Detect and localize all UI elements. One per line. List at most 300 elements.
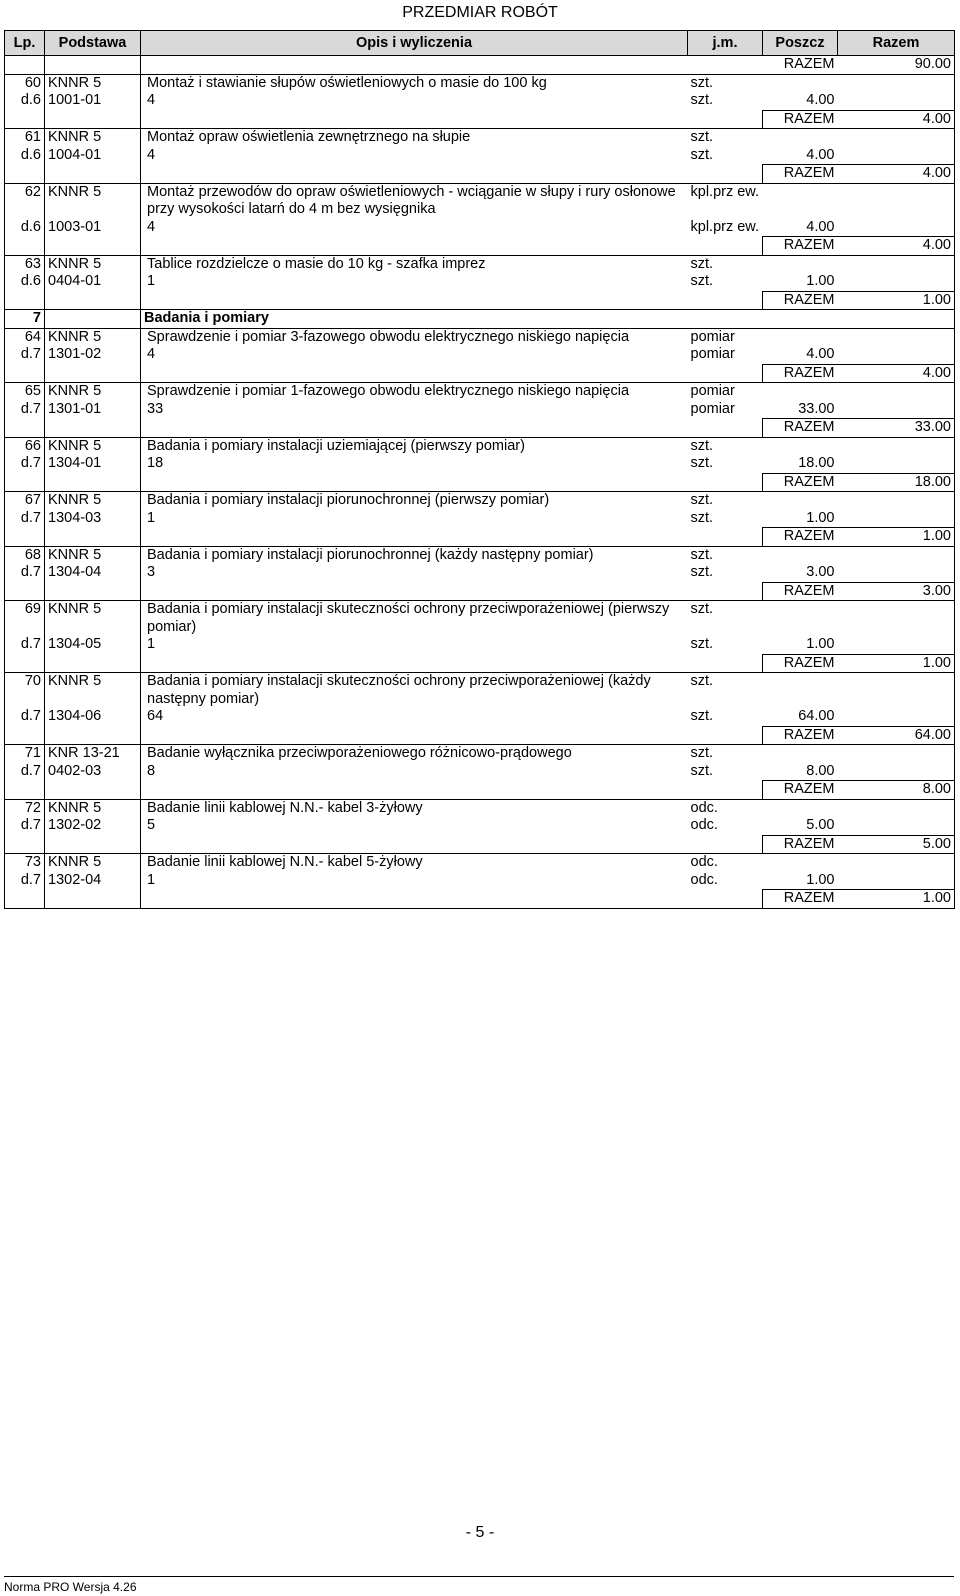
cell <box>763 799 838 817</box>
position-chapter: d.6 <box>5 273 45 291</box>
cell <box>838 601 955 637</box>
cell <box>141 654 688 673</box>
calculation-value: 1 <box>147 273 156 289</box>
cell <box>838 437 955 455</box>
calculation-row <box>5 763 955 781</box>
calculation-unit: szt. <box>690 146 714 163</box>
position-chapter: d.7 <box>5 763 45 781</box>
cell <box>688 528 763 547</box>
calculation-unit: szt. <box>690 708 714 724</box>
sum-row <box>5 781 955 800</box>
position-chapter: d.7 <box>5 872 45 890</box>
header-desc: Opis i wyliczenia <box>141 31 688 56</box>
cell <box>688 473 763 492</box>
position-unit: szt. <box>688 745 763 763</box>
sum-value: 18.00 <box>838 473 955 492</box>
cell <box>688 726 763 745</box>
position-chapter: d.7 <box>5 708 45 726</box>
calculation-value: 1 <box>147 871 156 888</box>
cell <box>5 291 45 310</box>
cell <box>5 726 45 745</box>
cell <box>141 781 688 800</box>
sum-row <box>5 364 955 383</box>
position-basis-code: 1304-03 <box>45 510 141 528</box>
cell <box>838 708 955 726</box>
position-number: 64 <box>5 328 45 346</box>
cell <box>763 328 838 346</box>
cell <box>763 74 838 92</box>
calculation-quantity: 18.00 <box>798 455 835 471</box>
section-row <box>5 310 955 329</box>
calculation-row <box>5 92 955 110</box>
cell <box>5 890 45 909</box>
calculation-unit: pomiar <box>690 346 735 362</box>
section-number: 7 <box>5 310 45 329</box>
sum-value: 1.00 <box>838 528 955 547</box>
position-basis-code: 1302-04 <box>45 872 141 890</box>
sum-label: RAZEM <box>763 835 838 854</box>
sum-value: 33.00 <box>838 419 955 438</box>
position-number: 66 <box>5 437 45 455</box>
calculation-value: 3 <box>147 564 156 580</box>
cell <box>838 455 955 473</box>
cell <box>141 528 688 547</box>
page-title: PRZEDMIAR ROBÓT <box>402 4 558 21</box>
sum-row <box>5 890 955 909</box>
cell <box>838 129 955 147</box>
header-basis: Podstawa <box>45 31 141 56</box>
carry-row <box>5 56 955 75</box>
position-basis: KNNR 5 <box>45 74 141 92</box>
position-row <box>5 854 955 872</box>
sum-label: RAZEM <box>763 528 838 547</box>
cell <box>688 165 763 184</box>
calculation-row <box>5 817 955 835</box>
cell <box>141 419 688 438</box>
calculation-row <box>5 401 955 419</box>
calculation-unit: pomiar <box>690 400 735 417</box>
sum-label: RAZEM <box>763 582 838 601</box>
cell <box>141 890 688 909</box>
footer-divider <box>4 1576 954 1577</box>
position-chapter: d.7 <box>5 817 45 835</box>
sum-value: 4.00 <box>838 110 955 129</box>
sum-label: RAZEM <box>763 419 838 438</box>
cell <box>763 383 838 401</box>
position-basis: KNNR 5 <box>45 492 141 510</box>
position-row <box>5 183 955 219</box>
position-basis-code: 0402-03 <box>45 763 141 781</box>
cell <box>838 255 955 273</box>
cell <box>688 781 763 800</box>
calculation-unit: szt. <box>690 273 714 289</box>
position-basis-code: 0404-01 <box>45 273 141 291</box>
calculation-quantity: 1.00 <box>806 871 835 888</box>
calculation-value: 4 <box>147 92 156 108</box>
position-row <box>5 255 955 273</box>
cell <box>45 419 141 438</box>
calculation-value: 64 <box>147 708 164 724</box>
position-unit: szt. <box>688 74 763 92</box>
cell <box>838 799 955 817</box>
cell <box>763 492 838 510</box>
position-description: Badania i pomiary instalacji piorunochronnej (każdy następny pomiar) <box>141 546 688 564</box>
position-description: Montaż i stawianie słupów oświetleniowych o masie do 100 kg <box>141 74 688 92</box>
position-number: 65 <box>5 383 45 401</box>
calculation-quantity: 4.00 <box>806 218 835 235</box>
page-number: - 5 - <box>465 1524 495 1541</box>
cell <box>763 673 838 709</box>
calculation-quantity: 4.00 <box>806 346 835 362</box>
cell <box>5 237 45 256</box>
calculation-quantity: 4.00 <box>806 146 835 163</box>
cell <box>838 854 955 872</box>
position-basis: KNNR 5 <box>45 673 141 709</box>
calculation-value: 4 <box>147 218 156 235</box>
position-chapter: d.6 <box>5 147 45 165</box>
calculation-value: 33 <box>147 400 164 417</box>
calculation-row <box>5 455 955 473</box>
cell <box>838 546 955 564</box>
position-description: Badanie wyłącznika przeciwporażeniowego różnicowo-prądowego <box>141 745 688 763</box>
position-basis: KNR 13-21 <box>45 745 141 763</box>
carry-value: 90.00 <box>838 56 955 75</box>
position-description: Montaż opraw oświetlenia zewnętrznego na słupie <box>141 129 688 147</box>
position-basis-code: 1003-01 <box>45 219 141 237</box>
position-basis: KNNR 5 <box>45 601 141 637</box>
cell <box>838 328 955 346</box>
position-row <box>5 437 955 455</box>
position-unit: szt. <box>688 437 763 455</box>
header-qty: Poszcz <box>763 31 838 56</box>
cell <box>45 364 141 383</box>
estimate-table <box>4 30 955 909</box>
cell <box>45 291 141 310</box>
position-basis-code: 1304-04 <box>45 564 141 582</box>
header-lp: Lp. <box>5 31 45 56</box>
calculation-row <box>5 219 955 237</box>
position-description: Badania i pomiary instalacji uziemiającej (pierwszy pomiar) <box>141 437 688 455</box>
calculation-value: 1 <box>147 509 156 526</box>
calculation-quantity: 64.00 <box>798 708 835 724</box>
calculation-unit: szt. <box>690 509 714 526</box>
position-basis: KNNR 5 <box>45 183 141 219</box>
position-number: 63 <box>5 255 45 273</box>
cell <box>688 890 763 909</box>
position-chapter: d.6 <box>5 219 45 237</box>
cell <box>141 165 688 184</box>
position-chapter: d.7 <box>5 510 45 528</box>
sum-row <box>5 528 955 547</box>
position-number: 70 <box>5 673 45 709</box>
footer-version: Norma PRO Wersja 4.26 <box>4 1580 137 1594</box>
position-basis: KNNR 5 <box>45 255 141 273</box>
position-basis-code: 1301-02 <box>45 346 141 364</box>
position-unit: szt. <box>688 255 763 273</box>
cell <box>763 745 838 763</box>
sum-row <box>5 237 955 256</box>
position-row <box>5 601 955 637</box>
position-description: Badania i pomiary instalacji skuteczności ochrony przeciwporażeniowej (każdy następny pomiar) <box>141 673 688 709</box>
position-basis: KNNR 5 <box>45 799 141 817</box>
calculation-unit: szt. <box>690 636 714 652</box>
calculation-row <box>5 346 955 364</box>
position-unit: kpl.prz ew. <box>688 183 763 219</box>
position-basis: KNNR 5 <box>45 328 141 346</box>
sum-row <box>5 473 955 492</box>
cell <box>763 437 838 455</box>
position-number: 69 <box>5 601 45 637</box>
sum-value: 64.00 <box>838 726 955 745</box>
cell <box>838 564 955 582</box>
position-unit: szt. <box>688 601 763 637</box>
cell <box>763 183 838 219</box>
cell <box>838 673 955 709</box>
position-basis: KNNR 5 <box>45 437 141 455</box>
cell <box>5 419 45 438</box>
cell <box>45 310 141 329</box>
calculation-quantity: 33.00 <box>798 400 835 417</box>
calculation-quantity: 5.00 <box>806 817 835 833</box>
cell <box>688 237 763 256</box>
position-number: 62 <box>5 183 45 219</box>
cell <box>5 654 45 673</box>
sum-label: RAZEM <box>763 364 838 383</box>
position-basis-code: 1302-02 <box>45 817 141 835</box>
calculation-row <box>5 872 955 890</box>
calculation-unit: szt. <box>690 455 714 471</box>
calculation-quantity: 8.00 <box>806 762 835 779</box>
position-unit: odc. <box>688 799 763 817</box>
cell <box>838 346 955 364</box>
sum-row <box>5 165 955 184</box>
position-description: Sprawdzenie i pomiar 3-fazowego obwodu elektrycznego niskiego napięcia <box>141 328 688 346</box>
calculation-row <box>5 273 955 291</box>
position-chapter: d.7 <box>5 564 45 582</box>
cell <box>45 237 141 256</box>
sum-label: RAZEM <box>763 726 838 745</box>
calculation-value: 4 <box>147 346 156 362</box>
position-number: 67 <box>5 492 45 510</box>
cell <box>5 835 45 854</box>
calculation-unit: szt. <box>690 92 714 108</box>
sum-value: 5.00 <box>838 835 955 854</box>
cell <box>45 110 141 129</box>
position-basis: KNNR 5 <box>45 383 141 401</box>
sum-value: 4.00 <box>838 165 955 184</box>
carry-label: RAZEM <box>783 56 835 72</box>
calculation-value: 5 <box>147 817 156 833</box>
cell <box>838 273 955 291</box>
position-row <box>5 383 955 401</box>
cell <box>141 364 688 383</box>
position-basis-code: 1304-06 <box>45 708 141 726</box>
position-description: Montaż przewodów do opraw oświetleniowych - wciąganie w słupy i rury osłonowe przy wysokości latarń do 4 m bez wysięgnika <box>141 183 688 219</box>
cell <box>5 364 45 383</box>
cell <box>45 473 141 492</box>
position-number: 71 <box>5 745 45 763</box>
position-unit: szt. <box>688 129 763 147</box>
sum-value: 1.00 <box>838 890 955 909</box>
position-row <box>5 546 955 564</box>
position-description: Badanie linii kablowej N.N.- kabel 5-żyłowy <box>141 854 688 872</box>
position-description: Tablice rozdzielcze o masie do 10 kg - szafka imprez <box>141 255 688 273</box>
cell <box>141 726 688 745</box>
calculation-quantity: 3.00 <box>806 564 835 580</box>
calculation-unit: szt. <box>690 564 714 580</box>
position-row <box>5 74 955 92</box>
cell <box>5 110 45 129</box>
cell <box>688 835 763 854</box>
calculation-row <box>5 708 955 726</box>
position-basis-code: 1304-05 <box>45 636 141 654</box>
position-chapter: d.7 <box>5 455 45 473</box>
sum-row <box>5 654 955 673</box>
cell <box>688 291 763 310</box>
cell <box>763 546 838 564</box>
cell <box>141 835 688 854</box>
cell <box>141 110 688 129</box>
cell <box>45 654 141 673</box>
cell <box>838 74 955 92</box>
cell <box>45 835 141 854</box>
sum-label: RAZEM <box>763 237 838 256</box>
cell <box>763 601 838 637</box>
calculation-unit: szt. <box>690 762 714 779</box>
position-number: 68 <box>5 546 45 564</box>
calculation-unit: odc. <box>690 817 718 833</box>
position-basis-code: 1304-01 <box>45 455 141 473</box>
calculation-quantity: 1.00 <box>806 509 835 526</box>
position-description: Badania i pomiary instalacji skuteczności ochrony przeciwporażeniowej (pierwszy pomiar) <box>141 601 688 637</box>
sum-label: RAZEM <box>763 654 838 673</box>
sum-row <box>5 726 955 745</box>
cell <box>688 582 763 601</box>
calculation-value: 1 <box>147 636 156 652</box>
position-row <box>5 673 955 709</box>
cell <box>838 219 955 237</box>
calculation-row <box>5 147 955 165</box>
position-row <box>5 129 955 147</box>
calculation-value: 8 <box>147 762 156 779</box>
sum-label: RAZEM <box>763 165 838 184</box>
position-number: 60 <box>5 74 45 92</box>
cell <box>688 364 763 383</box>
calculation-row <box>5 636 955 654</box>
cell <box>5 781 45 800</box>
position-basis: KNNR 5 <box>45 129 141 147</box>
calculation-quantity: 1.00 <box>806 636 835 652</box>
position-basis-code: 1001-01 <box>45 92 141 110</box>
calculation-unit: odc. <box>690 871 718 888</box>
sum-value: 1.00 <box>838 291 955 310</box>
calculation-quantity: 1.00 <box>806 273 835 289</box>
position-row <box>5 745 955 763</box>
position-unit: pomiar <box>688 328 763 346</box>
position-unit: szt. <box>688 546 763 564</box>
cell <box>45 890 141 909</box>
sum-row <box>5 419 955 438</box>
table-body <box>5 56 955 909</box>
position-description: Sprawdzenie i pomiar 1-fazowego obwodu elektrycznego niskiego napięcia <box>141 383 688 401</box>
position-chapter: d.7 <box>5 346 45 364</box>
position-description: Badania i pomiary instalacji piorunochronnej (pierwszy pomiar) <box>141 492 688 510</box>
cell <box>763 255 838 273</box>
position-unit: pomiar <box>688 383 763 401</box>
sum-row <box>5 582 955 601</box>
position-chapter: d.7 <box>5 401 45 419</box>
position-row <box>5 492 955 510</box>
position-row <box>5 799 955 817</box>
cell <box>838 147 955 165</box>
cell <box>838 510 955 528</box>
calculation-value: 4 <box>147 146 156 163</box>
cell <box>838 401 955 419</box>
sum-value: 1.00 <box>838 654 955 673</box>
cell <box>838 636 955 654</box>
sum-value: 4.00 <box>838 364 955 383</box>
position-basis: KNNR 5 <box>45 546 141 564</box>
cell <box>838 492 955 510</box>
cell <box>5 582 45 601</box>
cell <box>838 745 955 763</box>
calculation-row <box>5 564 955 582</box>
cell <box>141 291 688 310</box>
cell <box>5 165 45 184</box>
cell <box>838 92 955 110</box>
cell <box>45 528 141 547</box>
position-description: Badanie linii kablowej N.N.- kabel 3-żyłowy <box>141 799 688 817</box>
position-basis: KNNR 5 <box>45 854 141 872</box>
cell <box>688 654 763 673</box>
sum-label: RAZEM <box>763 291 838 310</box>
cell <box>141 473 688 492</box>
position-chapter: d.7 <box>5 636 45 654</box>
position-unit: szt. <box>688 673 763 709</box>
position-unit: odc. <box>688 854 763 872</box>
calculation-row <box>5 510 955 528</box>
sum-label: RAZEM <box>763 890 838 909</box>
header-unit: j.m. <box>688 31 763 56</box>
cell <box>838 383 955 401</box>
section-name: Badania i pomiary <box>141 310 955 329</box>
cell <box>838 183 955 219</box>
sum-value: 3.00 <box>838 582 955 601</box>
position-number: 61 <box>5 129 45 147</box>
sum-label: RAZEM <box>763 110 838 129</box>
cell <box>5 528 45 547</box>
cell <box>5 473 45 492</box>
position-chapter: d.6 <box>5 92 45 110</box>
cell <box>141 582 688 601</box>
sum-label: RAZEM <box>763 473 838 492</box>
cell <box>838 817 955 835</box>
cell <box>45 726 141 745</box>
sum-row <box>5 835 955 854</box>
calculation-value: 18 <box>147 455 164 471</box>
position-unit: szt. <box>688 492 763 510</box>
cell <box>45 165 141 184</box>
sum-value: 8.00 <box>838 781 955 800</box>
cell <box>45 781 141 800</box>
header-total: Razem <box>838 31 955 56</box>
position-number: 72 <box>5 799 45 817</box>
cell <box>141 237 688 256</box>
cell <box>688 419 763 438</box>
calculation-unit: kpl.prz ew. <box>690 218 759 235</box>
header-row <box>5 31 955 56</box>
position-basis-code: 1004-01 <box>45 147 141 165</box>
